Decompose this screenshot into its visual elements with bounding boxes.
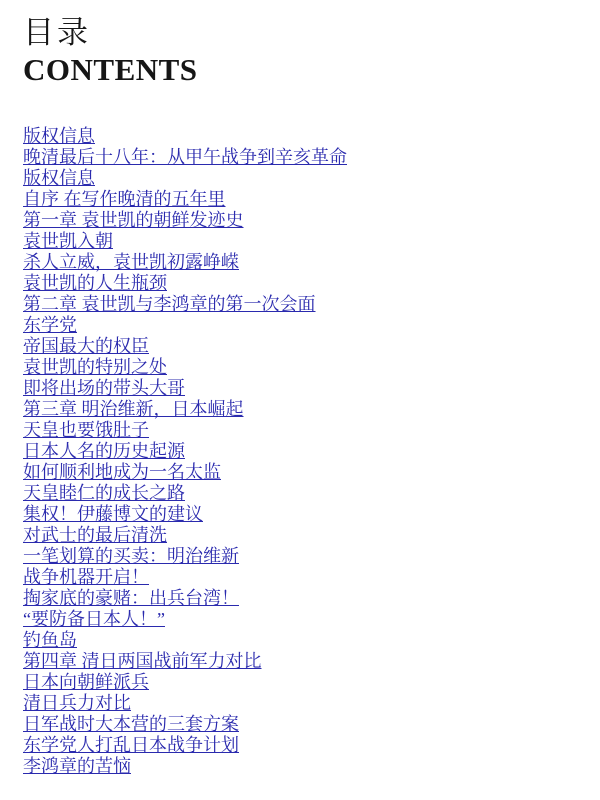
toc-link[interactable]: 版权信息 [23,126,95,146]
toc-link[interactable]: 钓鱼岛 [23,630,77,650]
toc-link[interactable]: 第四章 清日两国战前军力对比 [23,651,262,671]
toc-link[interactable]: 袁世凯的人生瓶颈 [23,273,167,293]
toc-list [23,126,590,777]
toc-link[interactable]: 帝国最大的权臣 [23,336,149,356]
page-title-chinese: 目录 [23,15,91,50]
toc-link[interactable]: 日本人名的历史起源 [23,441,185,461]
toc-link[interactable]: 李鸿章的苦恼 [23,756,131,776]
toc-link[interactable]: 一笔划算的买卖：明治维新 [23,546,239,566]
toc-link[interactable]: 战争机器开启！ [23,567,149,587]
toc-link[interactable]: 版权信息 [23,168,95,188]
toc-link[interactable]: 第三章 明治维新，日本崛起 [23,399,244,419]
toc-link[interactable]: 袁世凯的特别之处 [23,357,167,377]
toc-link[interactable]: 杀人立威，袁世凯初露峥嵘 [23,252,239,272]
toc-link[interactable]: 自序 在写作晚清的五年里 [23,189,226,209]
toc-link[interactable]: 天皇睦仁的成长之路 [23,483,185,503]
toc-link[interactable]: 晚清最后十八年：从甲午战争到辛亥革命 [23,147,347,167]
toc-link[interactable]: 对武士的最后清洗 [23,525,167,545]
toc-link[interactable]: 如何顺利地成为一名太监 [23,462,221,482]
toc-link[interactable]: 第二章 袁世凯与李鸿章的第一次会面 [23,294,316,314]
toc-link[interactable]: 掏家底的豪赌：出兵台湾！ [23,588,239,608]
toc-link[interactable]: 东学党人打乱日本战争计划 [23,735,239,755]
toc-link[interactable]: 清日兵力对比 [23,693,131,713]
toc-link[interactable]: 日本向朝鲜派兵 [23,672,149,692]
toc-link[interactable]: “要防备日本人！” [23,609,165,629]
toc-link[interactable]: 袁世凯入朝 [23,231,113,251]
toc-link[interactable]: 日军战时大本营的三套方案 [23,714,239,734]
toc-link[interactable]: 即将出场的带头大哥 [23,378,185,398]
toc-link[interactable]: 集权！伊藤博文的建议 [23,504,203,524]
toc-link[interactable]: 第一章 袁世凯的朝鲜发迹史 [23,210,244,230]
toc-link[interactable]: 天皇也要饿肚子 [23,420,149,440]
page-title-english: CONTENTS [23,52,198,87]
toc-link[interactable]: 东学党 [23,315,77,335]
